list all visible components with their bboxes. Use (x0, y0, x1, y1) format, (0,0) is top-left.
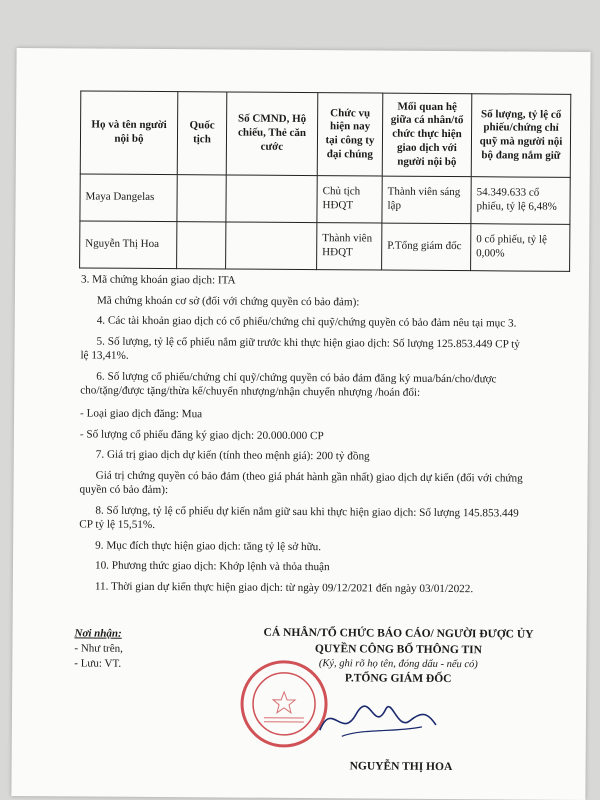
item-6-quantity: - Số lượng cổ phiếu đăng ký giao dịch: 20.000.000 CP (79, 427, 324, 442)
recipient-item: - Lưu: VT. (74, 657, 122, 670)
table-cell: P.Tổng giám đốc (382, 223, 471, 271)
table-cell: Thành viên sáng lập (382, 176, 471, 224)
table-cell: Thành viên HĐQT (317, 223, 382, 270)
item-7-warrant: Giá trị chứng quyền có bảo đảm (theo giá phát hành gần nhất) giao dịch dự kiến (đối với chứng quyền có bảo đảm): (79, 469, 523, 497)
item-8: 8. Số lượng, tỷ lệ cổ phiếu dự kiến nắm giữ sau khi thực hiện giao dịch: Số lượng 145.853.449 CP tỷ lệ 15,51%. (79, 504, 519, 532)
recipients-block (74, 626, 123, 671)
item-3-underlying: Mã chứng khoán cơ sở (đối với chứng quyền có bảo đảm): (96, 294, 360, 308)
table-cell: 54.349.633 cổ phiếu, tỷ lệ 6,48% (471, 177, 570, 225)
table-cell (177, 175, 226, 222)
table-header-row (80, 91, 571, 177)
signer-name: NGUYỄN THỊ HOA (349, 760, 453, 774)
table-row (80, 221, 570, 271)
recipients-title: Nơi nhận: (74, 627, 122, 640)
item-6: 6. Số lượng cổ phiếu/chứng chỉ quỹ/chứng quyền có bảo đảm đăng ký mua/bán/cho/được cho/tặng/được tặng/thừa kế/chuyển nhượng/nhận chuyển nhượng /hoán đổi: (80, 370, 497, 400)
item-9: 9. Mục đích thực hiện giao dịch: tăng tỷ lệ sở hữu. (95, 539, 322, 554)
signer-position: P.TỔNG GIÁM ĐỐC (344, 672, 452, 686)
handwritten-signature (312, 690, 442, 751)
table-cell: Chủ tịch HĐQT (317, 176, 382, 223)
header-cell: Số lượng, tỷ lệ cổ phiếu/chứng chỉ quỹ mà người nội bộ đang nắm giữ (471, 94, 571, 178)
header-cell: Chức vụ hiện nay tại công ty đại chúng (317, 93, 383, 176)
reporter-title-line2: QUYỀN CÔNG BỐ THÔNG TIN (314, 642, 482, 656)
table-cell: 0 cổ phiếu, tỷ lệ 0,00% (471, 224, 570, 272)
item-11: 11. Thời gian dự kiến thực hiện giao dịch: từ ngày 09/12/2021 đến ngày 03/01/2022. (94, 580, 474, 596)
table-cell: Nguyễn Thị Hoa (80, 221, 177, 269)
report-body (79, 272, 527, 597)
table-cell (226, 222, 317, 270)
reporter-title-line1: CÁ NHÂN/TỔ CHỨC BÁO CÁO/ NGƯỜI ĐƯỢC ỦY (263, 626, 534, 641)
header-cell: Số CMND, Hộ chiếu, Thẻ căn cước (226, 92, 318, 176)
item-6-type: - Loại giao dịch đăng: Mua (80, 407, 203, 421)
table-cell (177, 222, 226, 269)
recipient-item: - Như trên, (74, 642, 123, 655)
table-cell (226, 175, 317, 223)
sign-instructions: (Ký, ghi rõ họ tên, đóng dấu - nếu có) (318, 658, 478, 671)
item-7: 7. Giá trị giao dịch dự kiến (tính theo mệnh giá): 200 tỷ đồng (95, 448, 370, 463)
item-4: 4. Các tài khoản giao dịch có cổ phiếu/chứng chỉ quỹ/chứng quyền có bảo đảm nêu tại mục 3. (96, 314, 517, 330)
header-cell: Quốc tịch (177, 92, 227, 175)
document-page (11, 48, 590, 800)
item-5: 5. Số lượng, tỷ lệ cổ phiếu nắm giữ trước khi thực hiện giao dịch: Số lượng 125.853.449 CP tỷ lệ 13,41%. (80, 335, 520, 363)
insider-table (79, 90, 571, 271)
table-row (80, 174, 570, 224)
item-3: 3. Mã chứng khoán giao dịch: ITA (80, 273, 236, 287)
header-cell: Họ và tên người nội bộ (80, 91, 178, 175)
header-cell: Mối quan hệ giữa cá nhân/tổ chức thực hiện giao dịch với người nội bộ (382, 93, 472, 177)
table-cell: Maya Dangelas (80, 174, 177, 222)
item-10: 10. Phương thức giao dịch: Khớp lệnh và thỏa thuận (94, 560, 330, 574)
